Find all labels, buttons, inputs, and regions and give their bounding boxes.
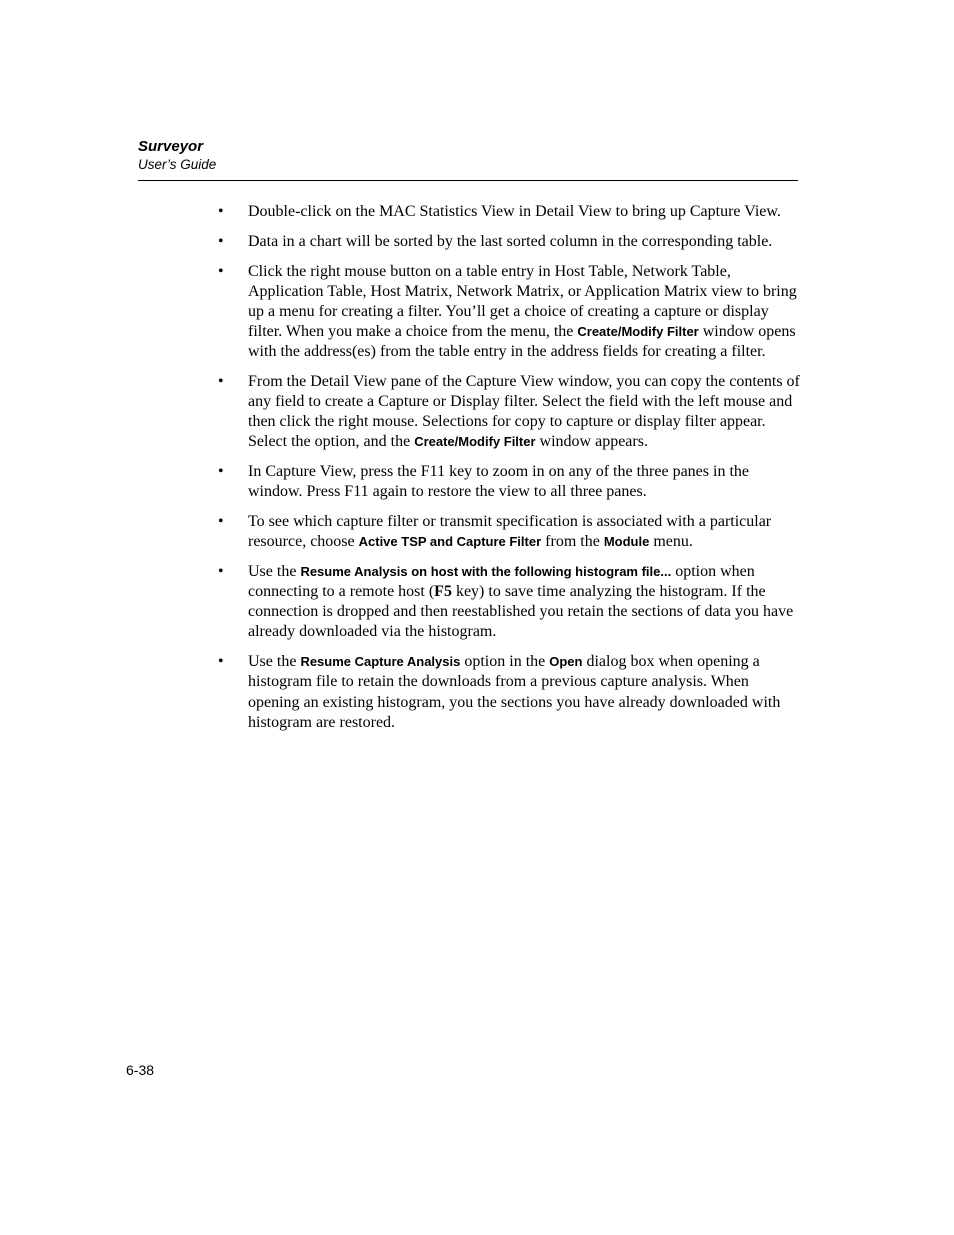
item-text: dialog box when opening a histogram file to retain the downloads from a previous capture analysis. When opening an existing histogram, you the sections you have already downloaded with histogram are restored. [248,653,781,731]
list-item [218,462,800,502]
list-item [218,232,800,252]
ui-dialog-name: Open [549,654,583,670]
list-item [218,202,800,222]
header-rule [138,180,798,181]
list-item [218,652,800,732]
item-text: menu. [649,533,693,551]
item-text: Double-click on the MAC Statistics View in Detail View to bring up Capture View. [248,203,781,220]
item-text: window appears. [535,433,648,451]
ui-menu-item: Active TSP and Capture Filter [358,534,542,550]
ui-option-name: Resume Capture Analysis [300,654,461,670]
bullet-icon: • [218,203,224,220]
item-text: In Capture View, press the F11 key to zoom in on any of the three panes in the window. Press F11 again to restore the view to all three panes. [248,463,749,501]
bullet-icon: • [218,463,224,481]
list-item [218,372,800,452]
guide-title: User’s Guide [138,157,217,172]
item-text: To see which capture filter or transmit specification is associated with a particular resource, choose [248,513,772,551]
bullet-icon: • [218,232,224,250]
item-text: Data in a chart will be sorted by the last sorted column in the corresponding table. [248,232,773,250]
bullet-icon: • [218,653,224,671]
ui-window-name: Create/Modify Filter [577,324,699,340]
bullet-icon: • [218,262,224,280]
bullet-icon: • [218,373,224,391]
item-text: Use the [248,563,301,581]
item-text: from the [541,533,604,551]
item-text: Click the right mouse button on a table entry in Host Table, Network Table, Application Table, Host Matrix, Network Matrix, or Application Matrix view to bring up a menu for creating a filter. You’ll get a choice of creating a capture or display filter. When you make a choice from the menu, the [248,262,797,341]
item-text: window opens with the address(es) from the table entry in the address fields for creating a filter. [248,323,796,361]
ui-menu-name: Module [603,534,650,550]
tips-list [218,202,800,743]
item-text: option when connecting to a remote host ( [248,563,755,601]
page-number: 6-38 [126,1062,155,1078]
list-item [218,562,800,642]
product-name: Surveyor [138,138,204,155]
item-text: option in the [460,653,550,671]
key-name: F5 [434,583,452,601]
list-item [218,512,800,552]
ui-option-name: Resume Analysis on host with the following histogram file... [300,564,672,580]
bullet-icon: • [218,563,224,581]
bullet-icon: • [218,513,224,531]
item-text: From the Detail View pane of the Capture View window, you can copy the contents of any field to create a Capture or Display filter. Select the field with the left mouse and then click the right mouse. Selections for copy to capture or display filter appear. Select the option, and the [248,373,800,451]
list-item [218,262,800,362]
item-text: Use the [248,653,301,671]
running-header [138,138,798,173]
item-text: key) to save time analyzing the histogram. If the connection is dropped and then reestablished you retain the sections of data you have already downloaded via the histogram. [248,583,794,641]
ui-window-name: Create/Modify Filter [414,434,536,450]
